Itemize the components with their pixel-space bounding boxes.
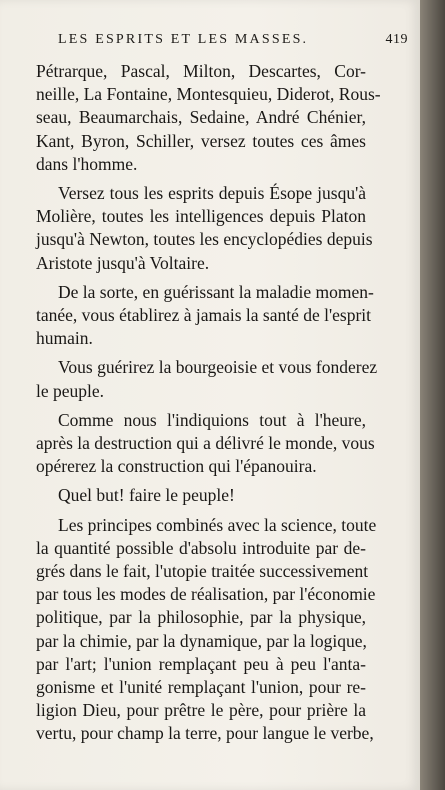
text-line: la quantité possible d'absolu introduite par de-: [36, 537, 366, 558]
text-line: seau, Beaumarchais, Sedaine, André Chénier,: [36, 107, 366, 128]
body-text: [36, 60, 381, 752]
text-line: De la sorte, en guérissant la maladie momen-: [58, 281, 374, 302]
text-line: neille, La Fontaine, Montesquieu, Diderot, Rous-: [36, 84, 381, 105]
paragraph: [36, 182, 373, 275]
paragraph: [36, 514, 377, 746]
text-line: Quel but! faire le peuple!: [58, 485, 235, 506]
paragraph: [36, 409, 375, 479]
text-line: Kant, Byron, Schiller, versez toutes ces âmes: [36, 130, 366, 151]
text-line: grés dans le fait, l'utopie traitée successivement: [36, 561, 369, 582]
page-number: 419: [385, 32, 408, 47]
text-line: Versez tous les esprits depuis Ésope jusqu'à: [58, 183, 366, 204]
paragraph: [36, 356, 378, 402]
text-line: Aristote jusqu'à Voltaire.: [36, 252, 210, 273]
text-line: politique, par la philosophie, par la physique,: [36, 607, 366, 628]
paragraph: [36, 281, 374, 351]
text-line: par la chimie, par la dynamique, par la logique,: [36, 630, 367, 651]
text-line: après la destruction qui a délivré le monde, vous: [36, 433, 375, 454]
running-title: LES ESPRITS ET LES MASSES.: [58, 32, 309, 47]
paragraph: [36, 60, 381, 176]
text-line: humain.: [36, 328, 93, 349]
text-line: opérerez la construction qui l'épanouira.: [36, 456, 317, 477]
text-line: ligion Dieu, pour prêtre le père, pour prière la: [36, 700, 366, 721]
paragraph: [36, 484, 366, 507]
text-line: par tous les modes de réalisation, par l'économie: [36, 584, 376, 605]
text-line: le peuple.: [36, 380, 105, 401]
text-line: Comme nous l'indiquions tout à l'heure,: [58, 409, 366, 430]
text-line: par l'art; l'union remplaçant peu à peu l'anta-: [36, 653, 366, 674]
text-line: gonisme et l'unité remplaçant l'union, pour re-: [36, 677, 366, 698]
text-line: Les principes combinés avec la science, toute: [58, 514, 377, 535]
text-line: tanée, vous établirez à jamais la santé de l'esprit: [36, 305, 372, 326]
text-line: jusqu'à Newton, toutes les encyclopédies depuis: [36, 229, 373, 250]
text-line: Vous guérirez la bourgeoisie et vous fonderez: [58, 357, 378, 378]
page-edge-shadow: [420, 0, 445, 790]
text-line: Molière, toutes les intelligences depuis Platon: [36, 206, 366, 227]
text-line: vertu, pour champ la terre, pour langue le verbe,: [36, 723, 374, 744]
text-line: Pétrarque, Pascal, Milton, Descartes, Cor-: [36, 61, 366, 81]
text-line: dans l'homme.: [36, 153, 138, 174]
